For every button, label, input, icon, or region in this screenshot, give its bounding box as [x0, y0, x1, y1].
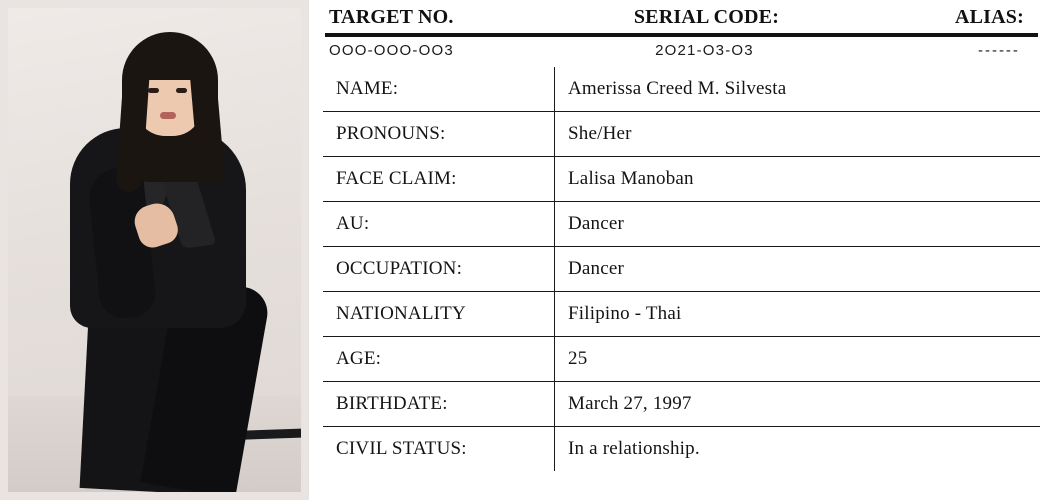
table-row: [323, 67, 1040, 112]
subheader-row: [323, 37, 1040, 65]
table-row: [323, 157, 1040, 202]
field-value: Amerissa Creed M. Silvesta: [555, 67, 1040, 112]
serial-code-value: 2O21-O3-O3: [655, 42, 754, 59]
field-label: PRONOUNS:: [323, 112, 555, 157]
field-label: NAME:: [323, 67, 555, 112]
portrait-photo: [8, 8, 301, 492]
alias-label: ALIAS:: [954, 6, 1024, 28]
field-label: FACE CLAIM:: [323, 157, 555, 202]
alias-value: ------: [977, 42, 1020, 59]
table-row: [323, 247, 1040, 292]
table-row: [323, 427, 1040, 472]
header-row: [323, 0, 1040, 33]
field-value: March 27, 1997: [555, 382, 1040, 427]
table-row: [323, 292, 1040, 337]
photo-panel: [0, 0, 309, 500]
field-label: AU:: [323, 202, 555, 247]
field-label: AGE:: [323, 337, 555, 382]
info-panel: [309, 0, 1054, 500]
serial-code-label: SERIAL CODE:: [633, 6, 780, 28]
portrait-eye-left: [148, 88, 159, 93]
target-no-value: OOO-OOO-OO3: [329, 42, 454, 59]
table-row: [323, 337, 1040, 382]
field-value: Lalisa Manoban: [555, 157, 1040, 202]
portrait-lips: [160, 112, 176, 119]
portrait-illustration: [8, 8, 301, 492]
target-no-label: TARGET NO.: [329, 6, 454, 28]
table-row: [323, 382, 1040, 427]
table-row: [323, 202, 1040, 247]
field-value: 25: [555, 337, 1040, 382]
profile-table-body: [323, 67, 1040, 471]
field-value: In a relationship.: [555, 427, 1040, 472]
field-value: Filipino - Thai: [555, 292, 1040, 337]
field-label: CIVIL STATUS:: [323, 427, 555, 472]
table-row: [323, 112, 1040, 157]
portrait-eye-right: [176, 88, 187, 93]
field-value: Dancer: [555, 202, 1040, 247]
field-value: She/Her: [555, 112, 1040, 157]
field-label: NATIONALITY: [323, 292, 555, 337]
field-label: OCCUPATION:: [323, 247, 555, 292]
field-label: BIRTHDATE:: [323, 382, 555, 427]
field-value: Dancer: [555, 247, 1040, 292]
profile-table: [323, 67, 1040, 471]
